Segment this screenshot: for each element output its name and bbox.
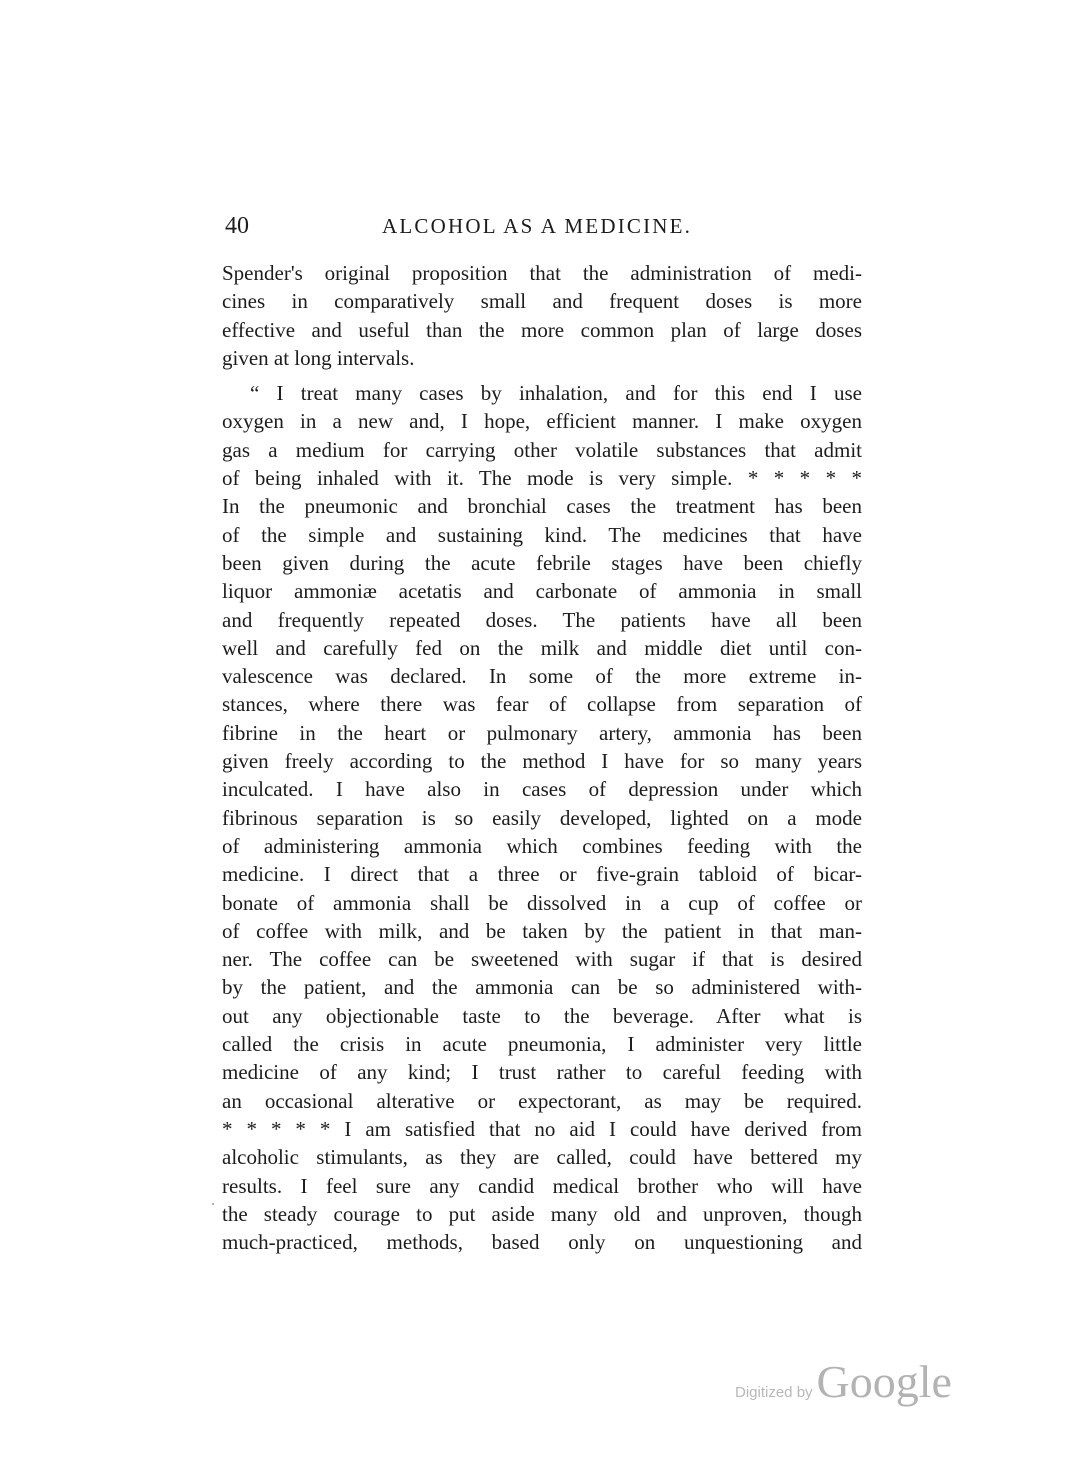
digitized-by-google-watermark — [735, 1355, 952, 1415]
text-line: fibrinous separation is so easily developed, lighted on a mode — [222, 805, 862, 830]
body-text — [222, 259, 862, 1256]
text-line: of coffee with milk, and be taken by the patient in that man- — [222, 918, 862, 943]
running-head — [222, 208, 862, 244]
paragraph-gap — [222, 372, 862, 379]
text-line: given freely according to the method I have for so many years — [222, 749, 862, 774]
text-line: valescence was declared. In some of the more extreme in- — [222, 664, 862, 689]
text-line: gas a medium for carrying other volatile substances that admit — [222, 437, 862, 462]
text-line: alcoholic stimulants, as they are called, could have bettered my — [222, 1145, 862, 1170]
text-line: oxygen in a new and, I hope, efficient manner. I make oxygen — [222, 409, 862, 434]
text-line: called the crisis in acute pneumonia, I administer very little — [222, 1032, 862, 1057]
text-line: well and carefully fed on the milk and middle diet until con- — [222, 635, 862, 660]
text-line: ner. The coffee can be sweetened with sugar if that is desired — [222, 947, 862, 972]
page-number: 40 — [225, 213, 249, 239]
text-line: inculcated. I have also in cases of depression under which — [222, 777, 862, 802]
text-line: medicine of any kind; I trust rather to careful feeding with — [222, 1060, 862, 1085]
text-line: given at long intervals. — [222, 345, 415, 370]
text-line: of being inhaled with it. The mode is very simple. * * * * * — [222, 466, 862, 491]
text-line: and frequently repeated doses. The patients have all been — [222, 607, 862, 632]
text-line: out any objectionable taste to the beverage. After what is — [222, 1003, 862, 1028]
text-line: liquor ammoniæ acetatis and carbonate of ammonia in small — [222, 579, 862, 604]
text-line: medicine. I direct that a three or five-grain tabloid of bicar- — [222, 862, 862, 887]
text-line: cines in comparatively small and frequent doses is more — [222, 289, 862, 314]
text-line: an occasional alterative or expectorant, as may be required. — [222, 1088, 862, 1113]
text-line: fibrine in the heart or pulmonary artery, ammonia has been — [222, 720, 862, 745]
text-line: bonate of ammonia shall be dissolved in a cup of coffee or — [222, 890, 862, 915]
text-line: Spender's original proposition that the administration of medi- — [222, 261, 862, 285]
scan-speck — [212, 1203, 214, 1205]
paragraph — [222, 379, 862, 1256]
text-line: results. I feel sure any candid medical brother who will have — [222, 1173, 862, 1198]
paragraph — [222, 259, 862, 372]
running-title: ALCOHOL AS A MEDICINE. — [382, 214, 693, 238]
text-line: of the simple and sustaining kind. The medicines that have — [222, 522, 862, 547]
text-line: been given during the acute febrile stages have been chiefly — [222, 550, 862, 575]
watermark-prefix: Digitized by — [735, 1384, 813, 1401]
text-line: stances, where there was fear of collapse from separation of — [222, 692, 862, 717]
text-line: the steady courage to put aside many old and unproven, though — [222, 1201, 862, 1226]
text-line: effective and useful than the more common plan of large doses — [222, 317, 862, 342]
google-logo: Google — [816, 1356, 952, 1407]
text-line: * * * * * I am satisfied that no aid I could have derived from — [222, 1116, 862, 1141]
text-line: much-practiced, methods, based only on unquestioning and — [222, 1230, 862, 1255]
text-line: “ I treat many cases by inhalation, and for this end I use — [250, 381, 862, 406]
text-line: of administering ammonia which combines feeding with the — [222, 833, 862, 858]
text-line: by the patient, and the ammonia can be so administered with- — [222, 975, 862, 1000]
text-line: In the pneumonic and bronchial cases the treatment has been — [222, 494, 862, 519]
